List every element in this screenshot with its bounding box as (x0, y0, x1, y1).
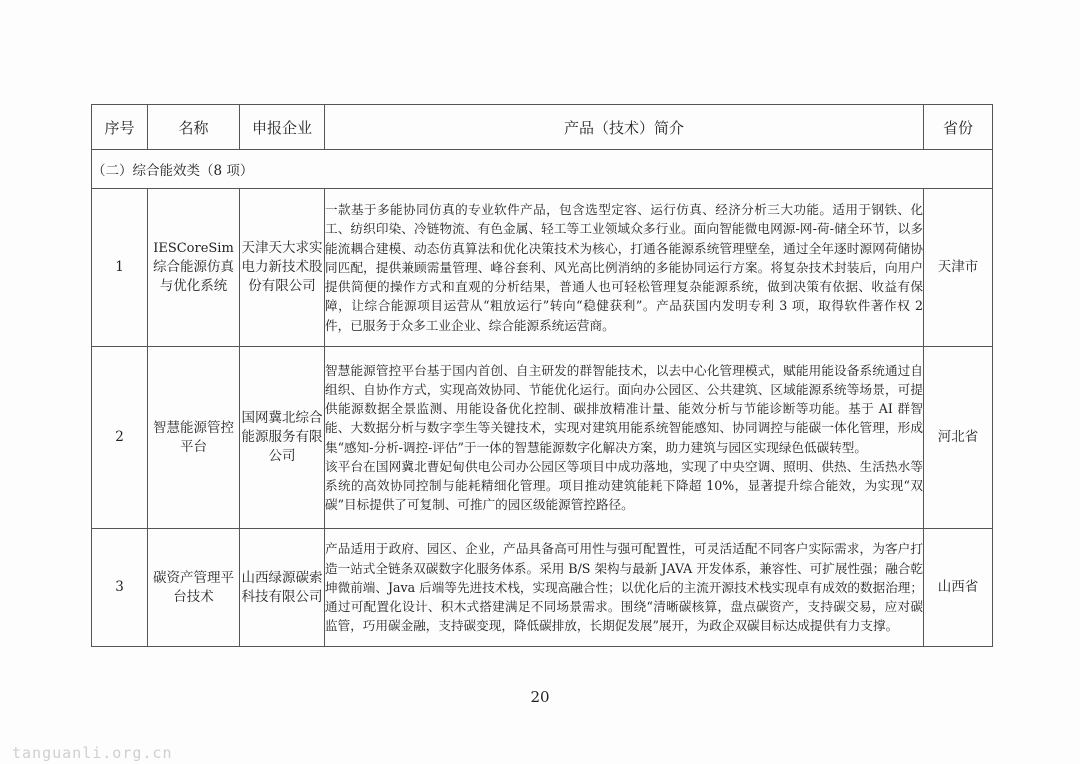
row-name-en: IESCoreSim (153, 241, 234, 256)
row-seq: 3 (92, 529, 148, 647)
row-name-cn: 综合能源仿真与优化系统 (153, 259, 234, 294)
row-intro (325, 347, 924, 529)
header-company: 申报企业 (240, 105, 325, 150)
watermark: tanguanli.org.cn (12, 744, 173, 762)
row-intro-para2: 该平台在国网冀北曹妃甸供电公司办公园区等项目中成功落地，实现了中央空调、照明、供热、生活热水等系统的高效协同控制与能耗精细化管理。项目推动建筑能耗下降超 10%，显著提升综合能效，为实现“双碳”目标提供了可复制、可推广的园区级能源管控路径。 (325, 458, 923, 513)
row-province: 山西省 (924, 529, 993, 647)
row-province: 天津市 (924, 189, 993, 347)
row-seq: 1 (92, 189, 148, 347)
table-row (92, 347, 993, 529)
row-province: 河北省 (924, 347, 993, 529)
table-header-row (92, 105, 993, 150)
header-province: 省份 (924, 105, 993, 150)
table-row (92, 189, 993, 347)
table-row (92, 529, 993, 647)
row-intro: 一款基于多能协同仿真的专业软件产品，包含选型定容、运行仿真、经济分析三大功能。适用于钢铁、化工、纺织印染、冷链物流、有色金属、轻工等工业领域众多行业。面向智能微电网源-网-荷-储全环节，以多能流耦合建模、动态仿真算法和优化决策技术为核心，打通各能源系统管理壁垒，通过全年逐时源网荷储协同匹配，提供兼顾需量管理、峰谷套利、风光高比例消纳的多能协同运行方案。将复杂技术封装后，向用户提供简便的操作方式和直观的分析结果，普通人也可轻松管理复杂能源系统，做到决策有依据、收益有保障，让综合能源项目运营从“粗放运行”转向“稳健获利”。产品获国内发明专利 3 项，取得软件著作权 2 件，已服务于众多工业企业、综合能源系统运营商。 (325, 189, 924, 347)
header-name: 名称 (148, 105, 240, 150)
row-name: 碳资产管理平台技术 (148, 529, 240, 647)
row-company: 国网冀北综合能源服务有限公司 (240, 347, 325, 529)
header-seq: 序号 (92, 105, 148, 150)
page-number: 20 (530, 688, 550, 706)
row-seq: 2 (92, 347, 148, 529)
row-company: 山西绿源碳索科技有限公司 (240, 529, 325, 647)
row-name (148, 189, 240, 347)
header-intro: 产品（技术）简介 (325, 105, 924, 150)
row-name: 智慧能源管控平台 (148, 347, 240, 529)
product-table (91, 104, 993, 647)
row-intro-para1: 智慧能源管控平台基于国内首创、自主研发的群智能技术，以去中心化管理模式，赋能用能设备系统通过自组织、自协作方式，实现高效协同、节能优化运行。面向办公园区、公共建筑、区域能源系统等场景，可提供能源数据全景监测、用能设备优化控制、碳排放精准计量、能效分析与节能诊断等功能。基于 AI 群智能、大数据分析与数字孪生等关键技术，实现对建筑用能系统智能感知、协同调控与能碳一体化管理，形成集“感知-分析-调控-评估”于一体的智慧能源数字化解决方案，助力建筑与园区实现绿色低碳转型。 (325, 362, 923, 455)
section-row (92, 150, 993, 189)
row-intro: 产品适用于政府、园区、企业，产品具备高可用性与强可配置性，可灵活适配不同客户实际需求，为客户打造一站式全链条双碳数字化服务体系。采用 B/S 架构与最新 JAVA 开发体系，兼容性、可扩展性强；融合乾坤微前端、Java 后端等先进技术栈，实现高融合性；以优化后的主流开源技术栈实现卓有成效的数据治理；通过可配置化设计、积木式搭建满足不同场景需求。围绕“清晰碳核算，盘点碳资产，支持碳交易，应对碳监管，巧用碳金融，支持碳变现，降低碳排放，长期促发展”展开，为政企双碳目标达成提供有力支撑。 (325, 529, 924, 647)
section-title: （二）综合能效类（8 项） (92, 150, 993, 189)
row-company: 天津天大求实电力新技术股份有限公司 (240, 189, 325, 347)
